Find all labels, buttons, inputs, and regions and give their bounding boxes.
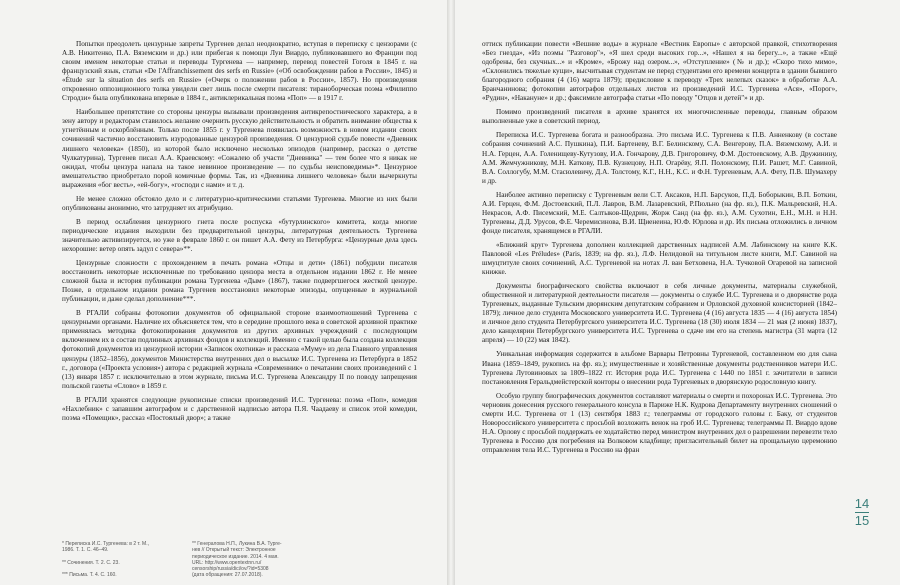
paragraph: «Ближний круг» Тургенева дополнен коллекцией дарственных надписей А.М. Лабинскому на книге К.К. Павловой «Les Préludes» (Paris, 1839; на фр. яз.), Л.Ф. Нелидовой на титульном листе книги, М.Г. Савиной на шмуцтитуле своих сочинений, А.С. Тургеневой на нотах Л. ван Бетховена, Н.А. Тучковой Огаревой на записной книжке. bbox=[482, 240, 837, 277]
left-page bbox=[62, 40, 417, 423]
footnote-column bbox=[62, 541, 172, 579]
footnote-column bbox=[192, 541, 342, 579]
paragraph: Особую группу биографических документов составляют материалы о смерти и похоронах И.С. Тургенева. Это черновик донесения русского генерального консула в Париже Н.К. Кудрова Департаменту внутренних сношений о смерти И.С. Тургенева от 1 (13) сентября 1883 г.; телеграммы от городского головы г. Баку, от студентов Новороссийского университета с просьбой возложить венок на гроб И.С. Тургенева; телеграммы П. Виардо вдове Н.А. Орлову с просьбой поддержать ее ходатайство перед министром внутренних дел о разрешении перевезти тело Тургенева в Россию для погребения на Волковом кладбище; пригласительный билет на прощальную церемонию отправления тела И.С. Тургенева в Россию на фран bbox=[482, 391, 837, 454]
footnote-line: ** Генералова Н.П., Лукина В.А. Турге- bbox=[192, 541, 282, 547]
book-gutter bbox=[447, 0, 455, 585]
right-page bbox=[482, 40, 837, 455]
paragraph: Наибольшее препятствие со стороны цензуры вызывали произведения антикрепостнического характера, а в зену автору и редакторам ставилось желание очернить русскую действительность и обратить внимание общества к угнетённым и оскорблённым. Только после 1855 г. у Тургенева появилась возможность в новом издании своих сочинений частично восстановить изуродованные цензурой произведения. О цензурной судьбе повести «Дневник лишнего человека» (1850), из которой было исключено несколько эпизодов (например, рассказ о детстве Чулкатурина), Тургенев писал А.А. Краевскому: «Сожалею об участи "Дневника" — тем более что я никак не ожидал, чтобы цензура напала на такое невинное произведение — по судьбы неисповедимы»*. Цензурное вмешательство приобретало порой комичные формы. Так, из «Дневника лишнего человека» были вычеркнуты выражения «бог весть», «ей-богу», «господи с нами» и т. д. bbox=[62, 108, 417, 189]
page-number bbox=[842, 497, 882, 528]
paragraph: В период ослабления цензурного гнета после роспуска «бутурлинского» комитета, когда многие периодические издания выходили без предварительной цензуры, литературная деятельность Тургенева значительно активизируется, но уже в феврале 1860 г. он пишет А.А. Фету из Петербурга: «Цензурные дела здесь нехорошие: ветер опять задул с севера»**. bbox=[62, 217, 417, 253]
paragraph: Документы биографического свойства включают в себя личные документы, материалы служебной, общественной и литературной деятельности писателя — документы о службе И.С. Тургенева и о дворянстве рода Тургеневых, выданные Тульским дворянским депутатским собранием и Орловской духовной консисторией (1842–1879); личное дело студента Московского университета И.С. Тургенева (4 (16) августа 1835 — 4 (16) августа 1854) и личное дело студента Петербургского университета И.С. Тургенева (18 (30) июля 1834 — 21 мая (2 июня) 1837), дело канцелярии Петербургского университета И.С. Тургенева о сдаче им его на степень магистра (31 марта (12 апреля) — 10 (22) мая 1842). bbox=[482, 282, 837, 345]
total-page-number: 15 bbox=[854, 513, 870, 528]
footnote-line: *** Письма. Т. 4. С. 160. bbox=[62, 572, 117, 579]
paragraph: Цензурные сложности с прохождением в печать романа «Отцы и дети» (1861) побудили писателя восстановить некоторые исключенные по требованию цензора места в отдельном издании 1862 г. Не менее сложной была и история публикации романа Тургенева «Дым» (1867), также подвергшегося жесткой цензуре. Позже, в отдельном издании романа Тургенев восстановил некоторые эпизоды, опущенные в журнальной публикации, и даже сделал дополнение***. bbox=[62, 259, 417, 304]
footnote-line: (дата обращения: 27.07.2018). bbox=[192, 572, 263, 579]
footnote-line: 1986. Т. 1. С. 46–49. bbox=[62, 547, 109, 554]
footnotes bbox=[62, 541, 417, 579]
paragraph: Помимо произведений писателя в архиве хранятся их многочисленные переводы, главным образом выполненные уже в советский период. bbox=[482, 108, 837, 126]
footnote-line: ** Сочинения. Т. 2. С. 23. bbox=[62, 559, 120, 566]
paragraph: Попытки преодолеть цензурные запреты Тургенев делал неоднократно, вступая в переписку с цензорами (с А.В. Никитенко, П.А. Вяземским и др.) или прибегая к помощи Луи Виардо, публиковавшего во Франции под своим именем некоторые статьи и переводы Тургенева — например, перевод повестей Гоголя в 1845 г. на французский язык, статьи «De l'Affranchissement des serfs en Russie» («Об освобождении рабов в России», 1845) и «Étude sur la situation des serfs en Russie» («Очерк о положении рабов в России», 1857). Но произведения откровенно оппозиционного толка увидели свет лишь после смерти писателя: тираноборческая поэма «Филиппо Стродзи» была опубликована впервые в 1884 г., антиклерикальная поэма «Поп» — в 1917 г. bbox=[62, 40, 417, 103]
footnote-line: * Переписка И.С. Тургенева: в 2 т. М., bbox=[62, 541, 149, 547]
paragraph: В РГАЛИ собраны фотокопии документов об официальной стороне взаимоотношений Тургенева с цензурными органами. Наличие их объясняется тем, что в середине прошлого века в советской архивной практике применялась методика фотокопирования документов из других архивных учреждений с последующим включением их в состав подлинных архивных фондов и коллекций. Именно с такой целью была создана коллекция фотокопий документов из цензурной истории «Записок охотника» и рассказа «Муму» из дела Главного управления цензуры (1852–1856), документов Министерства внутренних дел о высылке И.С. Тургенева из Петербурга в 1852 г., договора («Проекта условия») автора с редакцией журнала «Современник» о печатании своих произведений с 1 (13) января 1857 г. исключительно в этом журнале, письма И.С. Тургенева Александру II по поводу запрещения польской газеты «Слово» в 1859 г. bbox=[62, 309, 417, 390]
footnote-line: URL: http://www.opentextnn.ru/ bbox=[192, 559, 262, 566]
paragraph: Наиболее активно переписку с Тургеневым вели С.Т. Аксаков, Н.П. Барсуков, П.Д. Боборыкин, В.П. Боткин, А.И. Герцен, Ф.М. Достоевский, П.Л. Лавров, В.М. Лазаревский, Р.Пюльно (на фр. яз.), П.К. Мальревский, Н.А. Некрасов, А.Ф. Писемский, М.Е. Салтыков-Щедрин, Жорж Санд (на фр. яз.), А.М. Сухотин, Е.Н., М.Н. и Н.Н. Тургеневы, Д.Д. Урусов, Ф.Е. Черемисинова, В.И. Щиенеина, Ю.Ф. Юрлова и др. Их письма отложились в личном фонде писателя, хранящемся в РГАЛИ. bbox=[482, 190, 837, 235]
paragraph: Переписка И.С. Тургенева богата и разнообразна. Это письма И.С. Тургенева к П.В. Анненкову (в составе собрания сочинений А.С. Пушкина), П.И. Бартеневу, В.Г. Белинскому, С.А. Венгерову, П.А. Вяземскому, А.И. и Н.А. Герцен, А.А. Голенищеву-Кутузову, И.А. Гончарову, Д.В. Григоровичу, Ф.М. Достоевскому, А.В. Дружинину, А.М. Жемчужникову, М.Н. Каткову, П.В. Кузнецову, Н.П. Огарёву, Я.П. Полонскому, П.И. Рашет, М.Г. Савиной, В.А. Соллогубу, М.М. Стасюлевичу, Д.А. Толстому, К.Г., Н.Н., К.С. и Ф.Н. Тургеневым, А.А. Фету, П.В. Шумахеру и др. bbox=[482, 131, 837, 185]
footnote-line: нев // Открытый текст: Электронное bbox=[192, 547, 276, 554]
paragraph: Не менее сложно обстояло дело и с литературно-критическими статьями Тургенева. Многие из них были опубликованы анонимно, что затрудняет их атрибуцию. bbox=[62, 194, 417, 212]
footnote-line: censorship/russia/dici/ov/?id=5308 bbox=[192, 566, 269, 573]
footnote-line: периодическое издание. 2014. 4 мая. bbox=[192, 553, 279, 560]
paragraph: оттиск публикации повести «Вешние воды» в журнале «Вестник Европы» с авторской правкой, стихотворения «Без гнезда», «Из поэмы "Разговор"», «Я шел среди высоких гор...», «Нашел я на берегу...», а также «Ещё одобрены, без скучных...» и «Кроме», «Брожу над озером...», «Отступление» (№ и др.); «Скоро тихо мимо», «Склонились тяжелые кущи», высчитывая студентам не перед студентами его времени концерта в здании бывшего благородного собрания (4 (16) марта 1879); предисловие к переводу «Трех нелепых сказок» в обработке А.А. Бранчанинова; фотокопии автографов отдельных листов из произведений И.С. Тургенева «Ася», «Порог», «Рудин», «Накануне» и др.; факсимиле автографа статьи «По поводу "Отцов и детей"» и др. bbox=[482, 40, 837, 103]
current-page-number: 14 bbox=[854, 496, 870, 511]
paragraph: В РГАЛИ хранятся следующие рукописные списки произведений И.С. Тургенева: поэма «Поп», комедия «Нахлебник» с запавшим автографом и с дарственной надписью автора П.Я. Чаадаеву и список этой комедии, поэма «Помещик», рассказ «Постоялый двор»; а также bbox=[62, 395, 417, 422]
paragraph: Уникальная информация содержится в альбоме Варвары Петровны Тургеневой, составленном ею для сына Ивана (1859–1849, рукопись на фр. яз.); имущественные и хозяйственные документы родственников матери И.С. Тургенева Лутовиновых за 1809–1822 гг. История рода И.С. Тургенева с 1440 по 1851 г. зачитатели в записи постановления Геральдмейстерской конторы о внесении рода Тургеневых в дворянскую родословную книгу. bbox=[482, 350, 837, 386]
